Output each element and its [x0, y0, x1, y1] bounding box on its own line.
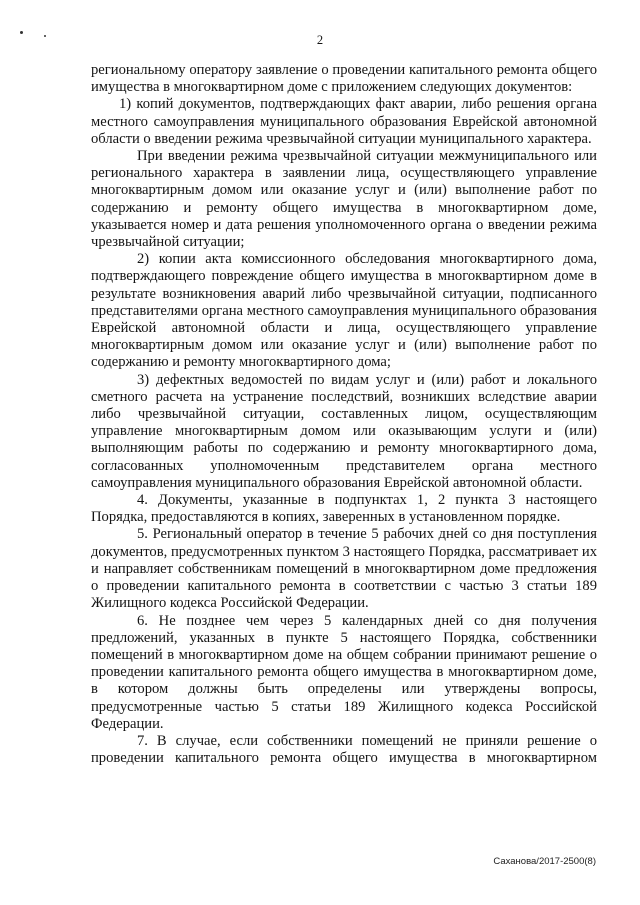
- paragraph-point-6: 6. Не позднее чем через 5 календарных дней со дня получения предложений, указанных в пункте 5 настоящего Порядка, собственники помещений в многоквартирном доме на общем собрании принимают решение о проведении капитального ремонта общего имущества в многоквартирном доме, в котором должны быть определены или утверждены вопросы, предусмотренные частью 5 статьи 189 Жилищного кодекса Российской Федерации.: [91, 612, 597, 732]
- paragraph-point-7: 7. В случае, если собственники помещений не приняли решение о проведении капитального ремонта общего имущества в многоквартирном: [91, 732, 597, 767]
- paragraph-item-2: 2) копии акта комиссионного обследования многоквартирного дома, подтверждающего повреждение общего имущества в многоквартирном доме в результате возникновения аварий либо чрезвычайной ситуации, подписанного представителями органа местного самоуправления муниципального образования Еврейской автономной области и лица, осуществляющего управление многоквартирным домом или оказание услуг и (или) выполнение работ по содержанию и ремонту многоквартирного дома;: [91, 251, 597, 371]
- paragraph-point-5: 5. Региональный оператор в течение 5 рабочих дней со дня поступления документов, предусмотренных пунктом 3 настоящего Порядка, рассматривает их и направляет собственникам помещений в многоквартирном доме предложения о проведении капитального ремонта в соответствии с частью 3 статьи 189 Жилищного кодекса Российской Федерации.: [91, 526, 597, 612]
- footer-document-code: Саханова/2017-2500(8): [493, 856, 596, 867]
- page-number: 2: [316, 33, 324, 47]
- paragraph-item-3: 3) дефектных ведомостей по видам услуг и (или) работ и локального сметного расчета на устранение последствий, возникших вследствие аварии либо чрезвычайной ситуации, составленных лицом, осуществляющим управление многоквартирным домом или оказывающим услуги и (или) выполняющим работы по содержанию и ремонту многоквартирного дома, согласованных уполномоченным представителем органа местного самоуправления муниципального образования Еврейской автономной области.: [91, 371, 597, 491]
- paragraph-continuation: региональному оператору заявление о проведении капитального ремонта общего имущества в многоквартирном доме с приложением следующих документов:: [91, 62, 597, 96]
- document-body: [91, 62, 597, 767]
- paragraph-point-4: 4. Документы, указанные в подпунктах 1, 2 пункта 3 настоящего Порядка, предоставляются в копиях, заверенных в установленном порядке.: [91, 492, 597, 526]
- paragraph-item-1: 1) копий документов, подтверждающих факт аварии, либо решения органа местного самоуправления муниципального образования Еврейской автономной области о введении режима чрезвычайной ситуации муниципального характера.: [91, 96, 597, 147]
- paragraph-emergency-regime: При введении режима чрезвычайной ситуации межмуниципального или регионального характера в заявлении лица, осуществляющего управление многоквартирным домом или оказание услуг и (или) выполнение работ по содержанию и ремонту общего имущества в многоквартирном доме, указывается номер и дата решения уполномоченного органа о введении режима чрезвычайной ситуации;: [91, 148, 597, 251]
